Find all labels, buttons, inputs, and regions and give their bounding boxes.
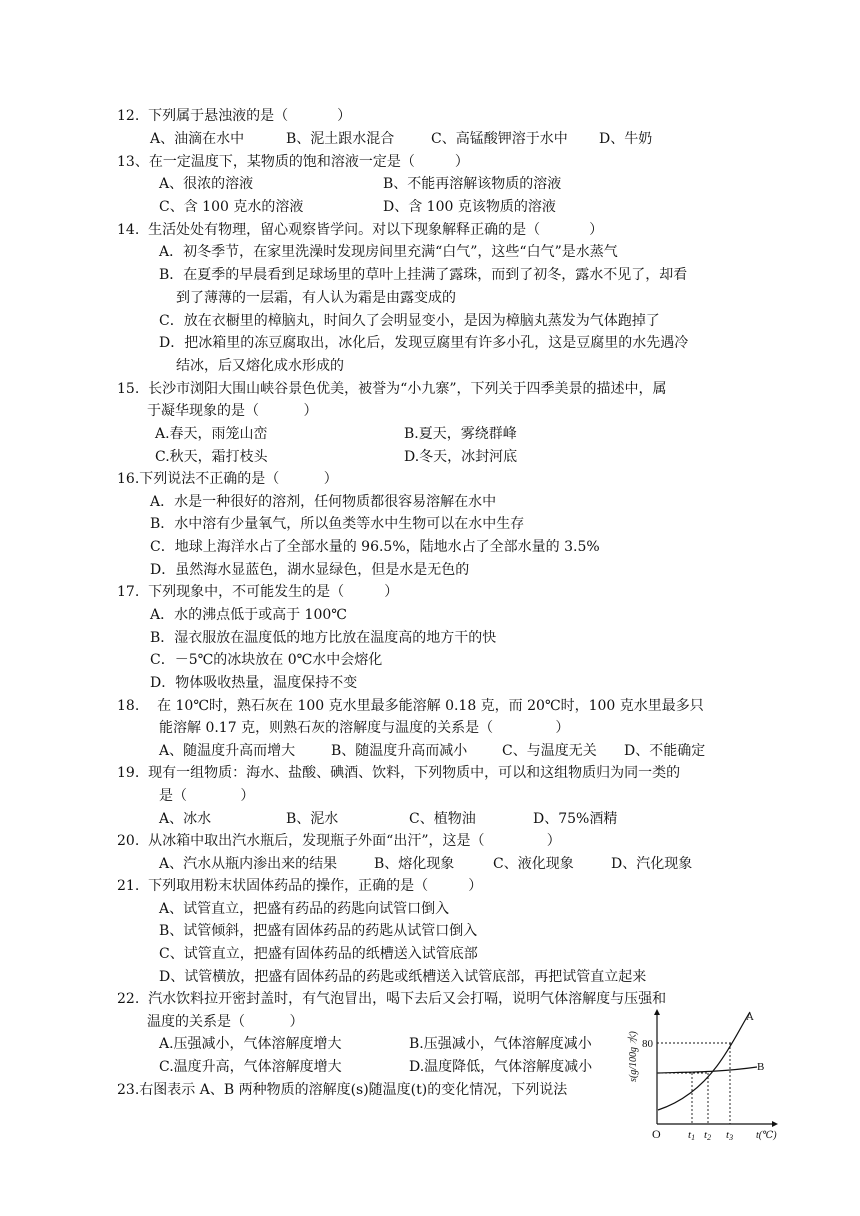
- q15-stem-line2: 于凝华现象的是（ ）: [147, 403, 318, 419]
- q19-option-b: B、泥水: [286, 811, 339, 827]
- q18-stem-line1: 18. 在 10℃时，熟石灰在 100 克水里最多能溶解 0.18 克，而 20℃时，100 克水里最多只: [117, 698, 704, 714]
- q12-option-b: B、泥土跟水混合: [286, 131, 395, 147]
- y-axis-label: s(g/100g 水): [628, 1031, 639, 1082]
- q17-option-b: B．湿衣服放在温度低的地方比放在温度高的地方干的快: [150, 630, 497, 646]
- q13-option-c: C、含 100 克水的溶液: [159, 199, 304, 215]
- q15-option-c: C.秋天，霜打枝头: [155, 449, 268, 465]
- q20-option-b: B、熔化现象: [374, 856, 455, 872]
- q12-stem: 12. 下列属于悬浊液的是（ ）: [117, 108, 352, 124]
- q18-option-a: A、随温度升高而增大: [159, 743, 296, 759]
- q16-option-b: B．水中溶有少量氧气，所以鱼类等水中生物可以在水中生存: [150, 516, 525, 532]
- q15-option-d: D.冬天，冰封河底: [404, 449, 518, 465]
- q19-option-c: C、植物油: [409, 811, 476, 827]
- q16-option-d: D．虽然海水显蓝色，湖水显绿色，但是水是无色的: [150, 562, 470, 578]
- q16-option-a: A．水是一种很好的溶剂，任何物质都很容易溶解在水中: [150, 494, 497, 510]
- x-tick-t2: t2: [704, 1129, 712, 1142]
- solubility-graph: [622, 1008, 782, 1148]
- q12-option-c: C、高锰酸钾溶于水中: [431, 131, 568, 147]
- q14-option-c: C．放在衣橱里的樟脑丸，时间久了会明显变小，是因为樟脑丸蒸发为气体跑掉了: [159, 313, 660, 329]
- curve-a: [658, 1012, 750, 1110]
- curve-b: [658, 1067, 757, 1073]
- q17-option-a: A．水的沸点低于或高于 100℃: [150, 607, 347, 623]
- origin-label: O: [652, 1127, 661, 1141]
- q23-stem: 23.右图表示 A、B 两种物质的溶解度(s)随温度(t)的变化情况，下列说法: [117, 1082, 568, 1098]
- q20-stem: 20. 从冰箱中取出汽水瓶后，发现瓶子外面“出汗”，这是（ ）: [117, 833, 561, 849]
- q17-option-c: C．－5℃的冰块放在 0℃水中会熔化: [150, 652, 383, 668]
- q15-option-b: B.夏天，雾绕群峰: [404, 426, 517, 442]
- q22-option-d: D.温度降低，气体溶解度减小: [409, 1059, 593, 1075]
- x-axis-arrow: [772, 1121, 778, 1127]
- q22-option-c: C.温度升高，气体溶解度增大: [159, 1059, 342, 1075]
- q14-option-d-line1: D．把冰箱里的冻豆腐取出，冰化后，发现豆腐里有许多小孔，这是豆腐里的水先遇冷: [159, 335, 689, 351]
- q17-stem: 17. 下列现象中，不可能发生的是（ ）: [117, 584, 399, 600]
- q14-option-a: A．初冬季节，在家里洗澡时发现房间里充满“白气”，这些“白气”是水蒸气: [159, 244, 618, 260]
- q19-option-a: A、冰水: [159, 811, 212, 827]
- x-axis-label: t(℃): [756, 1130, 777, 1141]
- q20-option-a: A、汽水从瓶内渗出来的结果: [159, 856, 338, 872]
- q13-option-b: B、不能再溶解该物质的溶液: [383, 176, 562, 192]
- q22-stem-line1: 22. 汽水饮料拉开密封盖时，有气泡冒出，喝下去后又会打嗝，说明气体溶解度与压强和: [117, 991, 667, 1007]
- q16-stem: 16.下列说法不正确的是（ ）: [117, 471, 338, 487]
- y-axis-arrow: [654, 1009, 660, 1015]
- q18-option-c: C、与温度无关: [502, 743, 597, 759]
- q21-option-c: C、试管直立，把盛有固体药品的纸槽送入试管底部: [159, 946, 478, 962]
- q19-stem-line2: 是（ ）: [159, 788, 255, 804]
- q12-option-d: D、牛奶: [599, 131, 653, 147]
- q14-option-b-line2: 到了薄薄的一层霜，有人认为霜是由露变成的: [176, 290, 456, 306]
- q17-option-d: D．物体吸收热量，温度保持不变: [150, 675, 358, 691]
- curve-a-label: A: [746, 1011, 754, 1023]
- x-tick-t3: t3: [726, 1129, 734, 1142]
- q16-option-c: C．地球上海洋水占了全部水量的 96.5%，陆地水占了全部水量的 3.5%: [150, 539, 600, 555]
- q14-option-d-line2: 结冰，后又熔化成水形成的: [176, 358, 344, 374]
- q20-option-d: D、汽化现象: [611, 856, 693, 872]
- q14-option-b-line1: B．在夏季的早晨看到足球场里的草叶上挂满了露珠，而到了初冬，露水不见了，却看: [159, 267, 688, 283]
- q21-stem: 21. 下列取用粉末状固体药品的操作，正确的是（ ）: [117, 878, 483, 894]
- q18-option-b: B、随温度升高而减小: [331, 743, 468, 759]
- x-tick-t1: t1: [688, 1129, 696, 1142]
- q20-option-c: C、液化现象: [493, 856, 574, 872]
- q14-stem: 14. 生活处处有物理，留心观察皆学问。对以下现象解释正确的是（ ）: [117, 222, 604, 238]
- q13-option-a: A、很浓的溶液: [159, 176, 254, 192]
- q12-option-a: A、油滴在水中: [150, 131, 245, 147]
- q22-stem-line2: 温度的关系是（ ）: [147, 1014, 304, 1030]
- q15-option-a: A.春天，雨笼山峦: [155, 426, 268, 442]
- q21-option-b: B、试管倾斜，把盛有固体药品的药匙从试管口倒入: [159, 923, 478, 939]
- q13-option-d: D、含 100 克该物质的溶液: [383, 199, 556, 215]
- q22-option-a: A.压强减小，气体溶解度增大: [159, 1036, 342, 1052]
- q15-stem-line1: 15. 长沙市浏阳大围山峡谷景色优美，被誉为“小九寨”，下列关于四季美景的描述中，属: [117, 381, 667, 397]
- q13-stem: 13、在一定温度下，某物质的饱和溶液一定是（ ）: [117, 154, 469, 170]
- q21-option-a: A、试管直立，把盛有药品的药匙向试管口倒入: [159, 901, 450, 917]
- q21-option-d: D、试管横放，把盛有固体药品的药匙或纸槽送入试管底部，再把试管直立起来: [159, 969, 647, 985]
- q19-option-d: D、75%酒精: [533, 811, 618, 827]
- q18-stem-line2: 能溶解 0.17 克，则熟石灰的溶解度与温度的关系是（ ）: [159, 720, 570, 736]
- curve-b-label: B: [757, 1061, 765, 1073]
- q18-option-d: D、不能确定: [624, 743, 706, 759]
- q22-option-b: B.压强减小，气体溶解度减小: [409, 1036, 592, 1052]
- y-tick-80: 80: [642, 1038, 653, 1050]
- q19-stem-line1: 19. 现有一组物质：海水、盐酸、碘酒、饮料，下列物质中，可以和这组物质归为同一类的: [117, 765, 681, 781]
